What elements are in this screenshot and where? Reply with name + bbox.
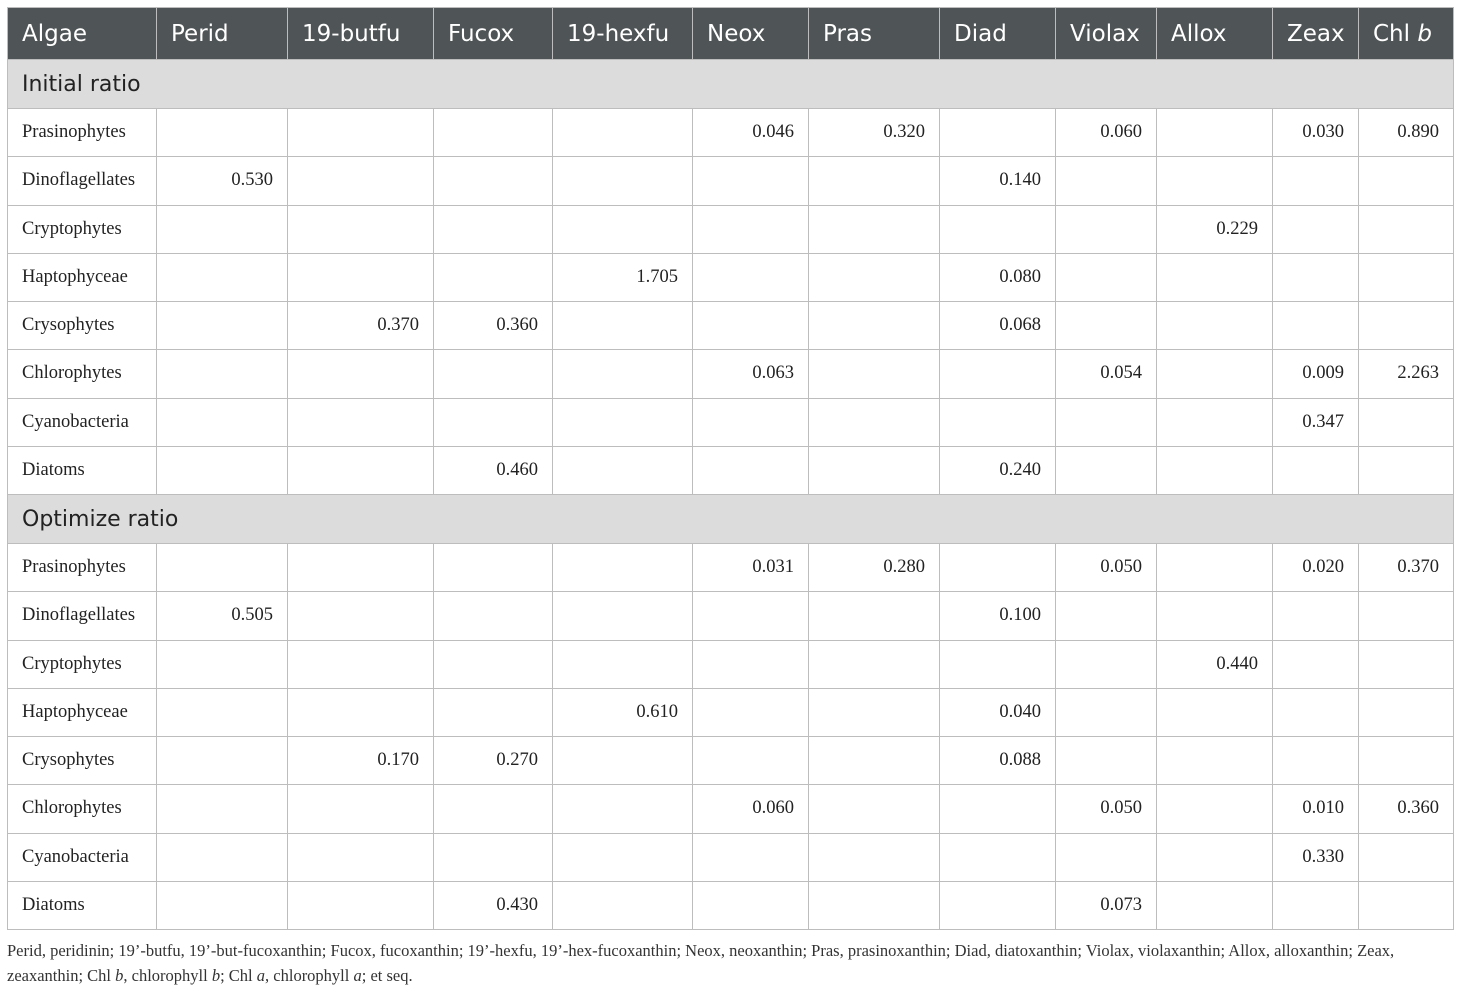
ratio-value-cell [553, 302, 693, 350]
pigment-ratio-table [7, 7, 1454, 930]
column-header: Neox [693, 8, 809, 60]
column-header: 19-butfu [288, 8, 434, 60]
ratio-value-cell [1157, 398, 1273, 446]
algae-name-cell: Dinoflagellates [8, 157, 157, 205]
ratio-value-cell [809, 592, 940, 640]
ratio-value-cell [157, 446, 288, 494]
ratio-value-cell [553, 881, 693, 929]
table-row [8, 640, 1454, 688]
ratio-value-cell [1273, 737, 1359, 785]
ratio-value-cell [157, 398, 288, 446]
ratio-value-cell [1273, 253, 1359, 301]
ratio-value-cell [157, 785, 288, 833]
ratio-value-cell: 0.610 [553, 688, 693, 736]
ratio-value-cell [1056, 157, 1157, 205]
ratio-value-cell: 0.073 [1056, 881, 1157, 929]
ratio-value-cell [940, 205, 1056, 253]
ratio-value-cell: 0.347 [1273, 398, 1359, 446]
ratio-value-cell [1056, 592, 1157, 640]
algae-name-cell: Cryptophytes [8, 205, 157, 253]
ratio-value-cell [1359, 157, 1454, 205]
ratio-value-cell: 0.030 [1273, 109, 1359, 157]
ratio-value-cell [940, 109, 1056, 157]
algae-name-cell: Diatoms [8, 881, 157, 929]
ratio-value-cell: 0.440 [1157, 640, 1273, 688]
ratio-value-cell [434, 205, 553, 253]
ratio-value-cell [434, 833, 553, 881]
ratio-value-cell [1157, 833, 1273, 881]
ratio-value-cell [288, 881, 434, 929]
table-footnote: Perid, peridinin; 19’-butfu, 19’-but-fucoxanthin; Fucox, fucoxanthin; 19’-hexfu, 19’-hex-fucoxanthin; Neox, neoxanthin; Pras, prasinoxanthin; Diad, diatoxanthin; Violax, violaxanthin; Allox, alloxanthin; Zeax, zeaxanthin; Chl b, chlorophyll b; Chl a, chlorophyll a; et seq. [7, 941, 1395, 985]
ratio-value-cell [693, 881, 809, 929]
ratio-value-cell [1359, 205, 1454, 253]
table-row [8, 881, 1454, 929]
column-header: Chl b [1359, 8, 1454, 60]
algae-name-cell: Crysophytes [8, 302, 157, 350]
ratio-value-cell: 0.063 [693, 350, 809, 398]
ratio-value-cell [434, 688, 553, 736]
ratio-value-cell [693, 253, 809, 301]
ratio-value-cell [553, 109, 693, 157]
ratio-value-cell [1157, 350, 1273, 398]
section-row [8, 60, 1454, 109]
ratio-value-cell [434, 640, 553, 688]
ratio-value-cell [1056, 640, 1157, 688]
ratio-value-cell: 1.705 [553, 253, 693, 301]
ratio-value-cell [940, 785, 1056, 833]
ratio-value-cell: 0.054 [1056, 350, 1157, 398]
ratio-value-cell [693, 205, 809, 253]
ratio-value-cell [1056, 688, 1157, 736]
ratio-value-cell [809, 446, 940, 494]
ratio-value-cell [434, 109, 553, 157]
ratio-value-cell: 0.320 [809, 109, 940, 157]
ratio-value-cell: 0.046 [693, 109, 809, 157]
ratio-value-cell [553, 157, 693, 205]
ratio-value-cell: 0.530 [157, 157, 288, 205]
ratio-value-cell [288, 446, 434, 494]
ratio-value-cell [809, 253, 940, 301]
table-container [7, 7, 1453, 930]
ratio-value-cell [553, 640, 693, 688]
table-row [8, 398, 1454, 446]
ratio-value-cell: 0.280 [809, 544, 940, 592]
ratio-value-cell [693, 688, 809, 736]
table-row [8, 350, 1454, 398]
ratio-value-cell: 0.170 [288, 737, 434, 785]
ratio-value-cell: 0.020 [1273, 544, 1359, 592]
ratio-value-cell [553, 544, 693, 592]
ratio-value-cell [940, 833, 1056, 881]
ratio-value-cell [693, 592, 809, 640]
ratio-value-cell [157, 544, 288, 592]
table-row [8, 157, 1454, 205]
table-row [8, 544, 1454, 592]
ratio-value-cell [157, 205, 288, 253]
table-row [8, 592, 1454, 640]
algae-name-cell: Haptophyceae [8, 688, 157, 736]
section-title: Optimize ratio [8, 495, 1454, 544]
ratio-value-cell [1056, 253, 1157, 301]
algae-name-cell: Haptophyceae [8, 253, 157, 301]
ratio-value-cell [940, 350, 1056, 398]
algae-name-cell: Cyanobacteria [8, 833, 157, 881]
ratio-value-cell [1273, 881, 1359, 929]
ratio-value-cell [1056, 446, 1157, 494]
ratio-value-cell [157, 640, 288, 688]
section-title: Initial ratio [8, 60, 1454, 109]
ratio-value-cell [1273, 302, 1359, 350]
ratio-value-cell [157, 253, 288, 301]
ratio-value-cell [1157, 737, 1273, 785]
ratio-value-cell: 0.060 [693, 785, 809, 833]
ratio-value-cell: 0.080 [940, 253, 1056, 301]
ratio-value-cell [693, 640, 809, 688]
ratio-value-cell [288, 253, 434, 301]
table-row [8, 205, 1454, 253]
ratio-value-cell [288, 592, 434, 640]
ratio-value-cell: 0.460 [434, 446, 553, 494]
ratio-value-cell [553, 398, 693, 446]
ratio-value-cell [1157, 302, 1273, 350]
ratio-value-cell: 0.229 [1157, 205, 1273, 253]
table-row [8, 833, 1454, 881]
section-row [8, 495, 1454, 544]
ratio-value-cell [288, 398, 434, 446]
ratio-value-cell: 0.330 [1273, 833, 1359, 881]
table-row [8, 302, 1454, 350]
table-row [8, 109, 1454, 157]
ratio-value-cell [693, 302, 809, 350]
ratio-value-cell [1359, 253, 1454, 301]
ratio-value-cell [553, 446, 693, 494]
ratio-value-cell [157, 833, 288, 881]
column-header: 19-hexfu [553, 8, 693, 60]
ratio-value-cell [157, 109, 288, 157]
ratio-value-cell: 0.068 [940, 302, 1056, 350]
ratio-value-cell [1359, 881, 1454, 929]
ratio-value-cell [1359, 737, 1454, 785]
ratio-value-cell [553, 737, 693, 785]
ratio-value-cell: 0.031 [693, 544, 809, 592]
ratio-value-cell [1273, 592, 1359, 640]
ratio-value-cell [1157, 592, 1273, 640]
ratio-value-cell [288, 640, 434, 688]
ratio-value-cell: 0.010 [1273, 785, 1359, 833]
ratio-value-cell [693, 446, 809, 494]
ratio-value-cell [809, 205, 940, 253]
column-header: Pras [809, 8, 940, 60]
column-header: Perid [157, 8, 288, 60]
ratio-value-cell: 0.088 [940, 737, 1056, 785]
ratio-value-cell [1056, 302, 1157, 350]
ratio-value-cell [553, 592, 693, 640]
ratio-value-cell [809, 350, 940, 398]
column-header: Diad [940, 8, 1056, 60]
ratio-value-cell [1359, 592, 1454, 640]
ratio-value-cell [809, 157, 940, 205]
ratio-value-cell [1359, 302, 1454, 350]
ratio-value-cell [288, 205, 434, 253]
ratio-value-cell [434, 157, 553, 205]
ratio-value-cell [434, 398, 553, 446]
ratio-value-cell [809, 640, 940, 688]
algae-name-cell: Chlorophytes [8, 785, 157, 833]
table-row [8, 446, 1454, 494]
ratio-value-cell: 0.140 [940, 157, 1056, 205]
ratio-value-cell: 0.050 [1056, 785, 1157, 833]
ratio-value-cell [157, 688, 288, 736]
algae-name-cell: Diatoms [8, 446, 157, 494]
ratio-value-cell [1157, 109, 1273, 157]
ratio-value-cell: 0.060 [1056, 109, 1157, 157]
ratio-value-cell [693, 398, 809, 446]
ratio-value-cell [1359, 446, 1454, 494]
ratio-value-cell [288, 350, 434, 398]
ratio-value-cell [553, 833, 693, 881]
ratio-value-cell [940, 640, 1056, 688]
algae-name-cell: Cryptophytes [8, 640, 157, 688]
ratio-value-cell: 0.040 [940, 688, 1056, 736]
ratio-value-cell [1359, 688, 1454, 736]
ratio-value-cell [288, 833, 434, 881]
ratio-value-cell [288, 785, 434, 833]
ratio-value-cell: 0.370 [288, 302, 434, 350]
ratio-value-cell [809, 833, 940, 881]
table-row [8, 253, 1454, 301]
ratio-value-cell [809, 785, 940, 833]
ratio-value-cell [1157, 157, 1273, 205]
ratio-value-cell: 0.240 [940, 446, 1056, 494]
ratio-value-cell [809, 737, 940, 785]
algae-name-cell: Dinoflagellates [8, 592, 157, 640]
ratio-value-cell [1273, 688, 1359, 736]
ratio-value-cell: 0.270 [434, 737, 553, 785]
ratio-value-cell [434, 544, 553, 592]
ratio-value-cell: 2.263 [1359, 350, 1454, 398]
ratio-value-cell [1157, 446, 1273, 494]
ratio-value-cell [1157, 881, 1273, 929]
ratio-value-cell [288, 544, 434, 592]
ratio-value-cell [434, 350, 553, 398]
ratio-value-cell [693, 833, 809, 881]
ratio-value-cell [1056, 833, 1157, 881]
ratio-value-cell [1273, 205, 1359, 253]
ratio-value-cell [434, 592, 553, 640]
ratio-value-cell [1056, 205, 1157, 253]
ratio-value-cell [940, 881, 1056, 929]
table-row [8, 737, 1454, 785]
algae-name-cell: Prasinophytes [8, 544, 157, 592]
ratio-value-cell [157, 350, 288, 398]
column-header: Algae [8, 8, 157, 60]
ratio-value-cell [1359, 833, 1454, 881]
ratio-value-cell [288, 688, 434, 736]
algae-name-cell: Cyanobacteria [8, 398, 157, 446]
ratio-value-cell [809, 881, 940, 929]
ratio-value-cell [1056, 398, 1157, 446]
ratio-value-cell: 0.009 [1273, 350, 1359, 398]
column-header: Zeax [1273, 8, 1359, 60]
column-header: Violax [1056, 8, 1157, 60]
ratio-value-cell [157, 302, 288, 350]
ratio-value-cell [809, 398, 940, 446]
ratio-value-cell: 0.360 [434, 302, 553, 350]
header-row [8, 8, 1454, 60]
ratio-value-cell [553, 350, 693, 398]
ratio-value-cell: 0.430 [434, 881, 553, 929]
ratio-value-cell [1157, 253, 1273, 301]
ratio-value-cell [693, 737, 809, 785]
ratio-value-cell [1273, 640, 1359, 688]
ratio-value-cell [434, 253, 553, 301]
ratio-value-cell: 0.370 [1359, 544, 1454, 592]
ratio-value-cell [157, 737, 288, 785]
ratio-value-cell [1157, 785, 1273, 833]
ratio-value-cell [434, 785, 553, 833]
algae-name-cell: Crysophytes [8, 737, 157, 785]
table-row [8, 785, 1454, 833]
ratio-value-cell [1359, 640, 1454, 688]
ratio-value-cell [1273, 446, 1359, 494]
ratio-value-cell [940, 398, 1056, 446]
algae-name-cell: Chlorophytes [8, 350, 157, 398]
ratio-value-cell: 0.050 [1056, 544, 1157, 592]
ratio-value-cell [553, 205, 693, 253]
ratio-value-cell: 0.360 [1359, 785, 1454, 833]
table-body [8, 60, 1454, 930]
ratio-value-cell [1157, 688, 1273, 736]
algae-name-cell: Prasinophytes [8, 109, 157, 157]
ratio-value-cell [809, 688, 940, 736]
ratio-value-cell: 0.890 [1359, 109, 1454, 157]
ratio-value-cell [693, 157, 809, 205]
column-header: Allox [1157, 8, 1273, 60]
ratio-value-cell [1056, 737, 1157, 785]
ratio-value-cell [940, 544, 1056, 592]
ratio-value-cell [288, 157, 434, 205]
ratio-value-cell [553, 785, 693, 833]
ratio-value-cell: 0.100 [940, 592, 1056, 640]
ratio-value-cell [288, 109, 434, 157]
column-header: Fucox [434, 8, 553, 60]
ratio-value-cell [809, 302, 940, 350]
ratio-value-cell [1273, 157, 1359, 205]
table-row [8, 688, 1454, 736]
ratio-value-cell: 0.505 [157, 592, 288, 640]
ratio-value-cell [1359, 398, 1454, 446]
ratio-value-cell [1157, 544, 1273, 592]
ratio-value-cell [157, 881, 288, 929]
